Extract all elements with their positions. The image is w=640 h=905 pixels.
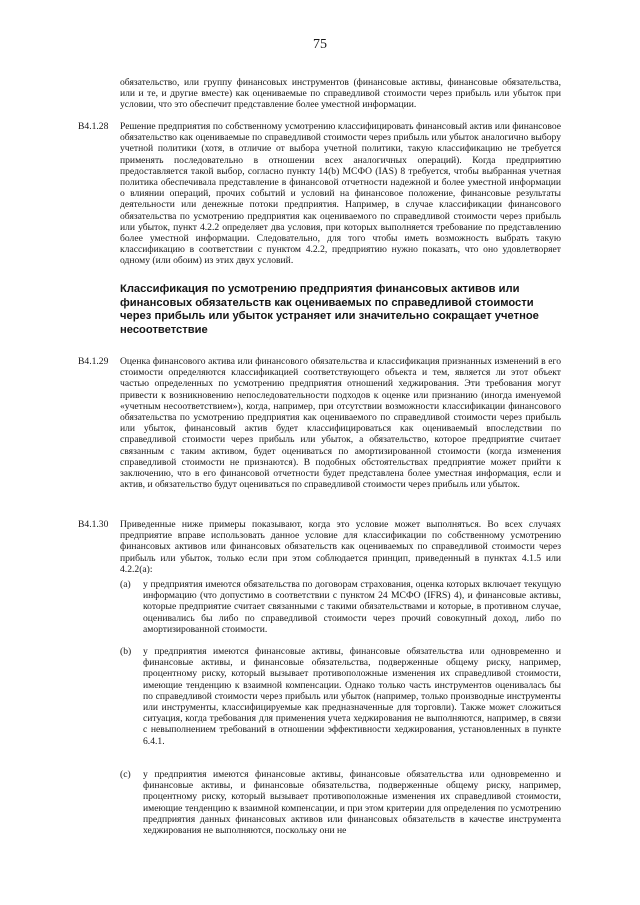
paragraph-b4130: Приведенные ниже примеры показывают, когда это условие может выполняться. Во всех случаях предприятие вправе использовать данное условие для классификации по собственному усмотрению финансовых активов или финансовых обязательств как оцениваемых по справедливой стоимости через прибыль или убыток, только если при этом соблюдается принцип, приведенный в пунктах 4.1.5 или 4.2.2(a): <box>120 519 561 575</box>
list-item-label-b: (b) <box>120 646 132 657</box>
paragraph-code-b4129: B4.1.29 <box>78 356 109 367</box>
section-heading: Классификация по усмотрению предприятия финансовых активов или финансовых обязательств как оцениваемых по справедливой стоимости через прибыль или убыток устраняет или значительно сокращает учетное несоответствие <box>120 283 539 336</box>
paragraph-code-b4128: B4.1.28 <box>78 121 109 132</box>
paragraph-b4128: Решение предприятия по собственному усмотрению классифицировать финансовый актив или финансовое обязательство как оцениваемые по справедливой стоимости через прибыль или убыток аналогично выбору учетной политики (хотя, в отличие от выбора учетной политики, такую классификацию не требуется применять последовательно в отношении всех аналогичных операций). Когда предприятию предоставляется такой выбор, согласно пункту 14(b) МСФО (IAS) 8 требуется, чтобы выбранная учетная политика обеспечивала представление в финансовой отчетности надежной и более уместной информации о влиянии операций, прочих событий и условий на финансовое положение, финансовые результаты деятельности или денежные потоки предприятия. Например, в случае классификации финансового обязательства по усмотрению предприятия как оцениваемого по справедливой стоимости через прибыль или убыток, пункт 4.2.2 определяет два условия, при которых выполняется требование по представлению более уместной информации. Следовательно, для того чтобы иметь возможность выбрать такую классификацию в соответствии с пунктом 4.2.2, предприятию нужно показать, что оно удовлетворяет одному (или обоим) из этих двух условий. <box>120 121 561 267</box>
page-number: 75 <box>313 37 327 52</box>
list-item-label-c: (c) <box>120 769 131 780</box>
list-item-label-a: (a) <box>120 579 131 590</box>
list-item-a: у предприятия имеются обязательства по договорам страхования, оценка которых включает текущую информацию (что допустимо в соответствии с пунктом 24 МСФО (IFRS) 4), и финансовые активы, которые предприятие считает связанными с такими обязательствами и которые, в противном случае, оценивались бы либо по справедливой стоимости через прочий совокупный доход, либо по амортизированной стоимости. <box>143 579 561 635</box>
list-item-b: у предприятия имеются финансовые активы, финансовые обязательства или одновременно и финансовые активы, и финансовые обязательства, подверженные общему риску, например, процентному риску, который вызывает противоположные изменения их справедливой стоимости, имеющие тенденцию к взаимной компенсации. Однако только часть инструментов оценивалась бы по справедливой стоимости через прибыль или убыток (например, только производные инструменты или инструменты, классифицируемые как предназначенные для торговли). Также может сложиться ситуация, когда требования для применения учета хеджирования не выполняются, например, в связи с невыполнением требований в отношении эффективности хеджирования, установленных в пункте 6.4.1. <box>143 646 561 747</box>
intro-paragraph: обязательство, или группу финансовых инструментов (финансовые активы, финансовые обязательства, или и те, и другие вместе) как оцениваемые по справедливой стоимости через прибыль или убыток при условии, что это обеспечит представление более уместной информации. <box>120 77 561 111</box>
list-item-c: у предприятия имеются финансовые активы, финансовые обязательства или одновременно и финансовые активы, и финансовые обязательства, подверженные общему риску, например, процентному риску, который вызывает противоположные изменения их справедливой стоимости, имеющие тенденцию к взаимной компенсации, и при этом критерии для определения по усмотрению предприятия данных финансовых активов или финансовых обязательств в качестве инструмента хеджирования не выполняются, поскольку они не <box>143 769 561 837</box>
paragraph-code-b4130: B4.1.30 <box>78 519 109 530</box>
paragraph-b4129: Оценка финансового актива или финансового обязательства и классификация признанных изменений в его стоимости определяются классификацией соответствующего объекта и тем, является ли этот объект частью определенных по усмотрению предприятия отношений хеджирования. Эти требования могут привести к возникновению непоследовательности подходов к оценке или признанию (иногда именуемой «учетным несоответствием»), когда, например, при отсутствии возможности классификации финансового обязательства по усмотрению предприятия как оцениваемого по справедливой стоимости через прибыль или убыток, финансовый актив будет классифицироваться как оцениваемый впоследствии по справедливой стоимости через прибыль или убыток, а обязательство, которое предприятие считает связанным с таким активом, будет оцениваться по амортизированной стоимости (когда изменения справедливой стоимости не признаются). В подобных обстоятельствах предприятие может прийти к заключению, что в его финансовой отчетности будет представлена более уместная информация, если и актив, и обязательство будут оцениваться по справедливой стоимости через прибыль или убыток. <box>120 356 561 491</box>
